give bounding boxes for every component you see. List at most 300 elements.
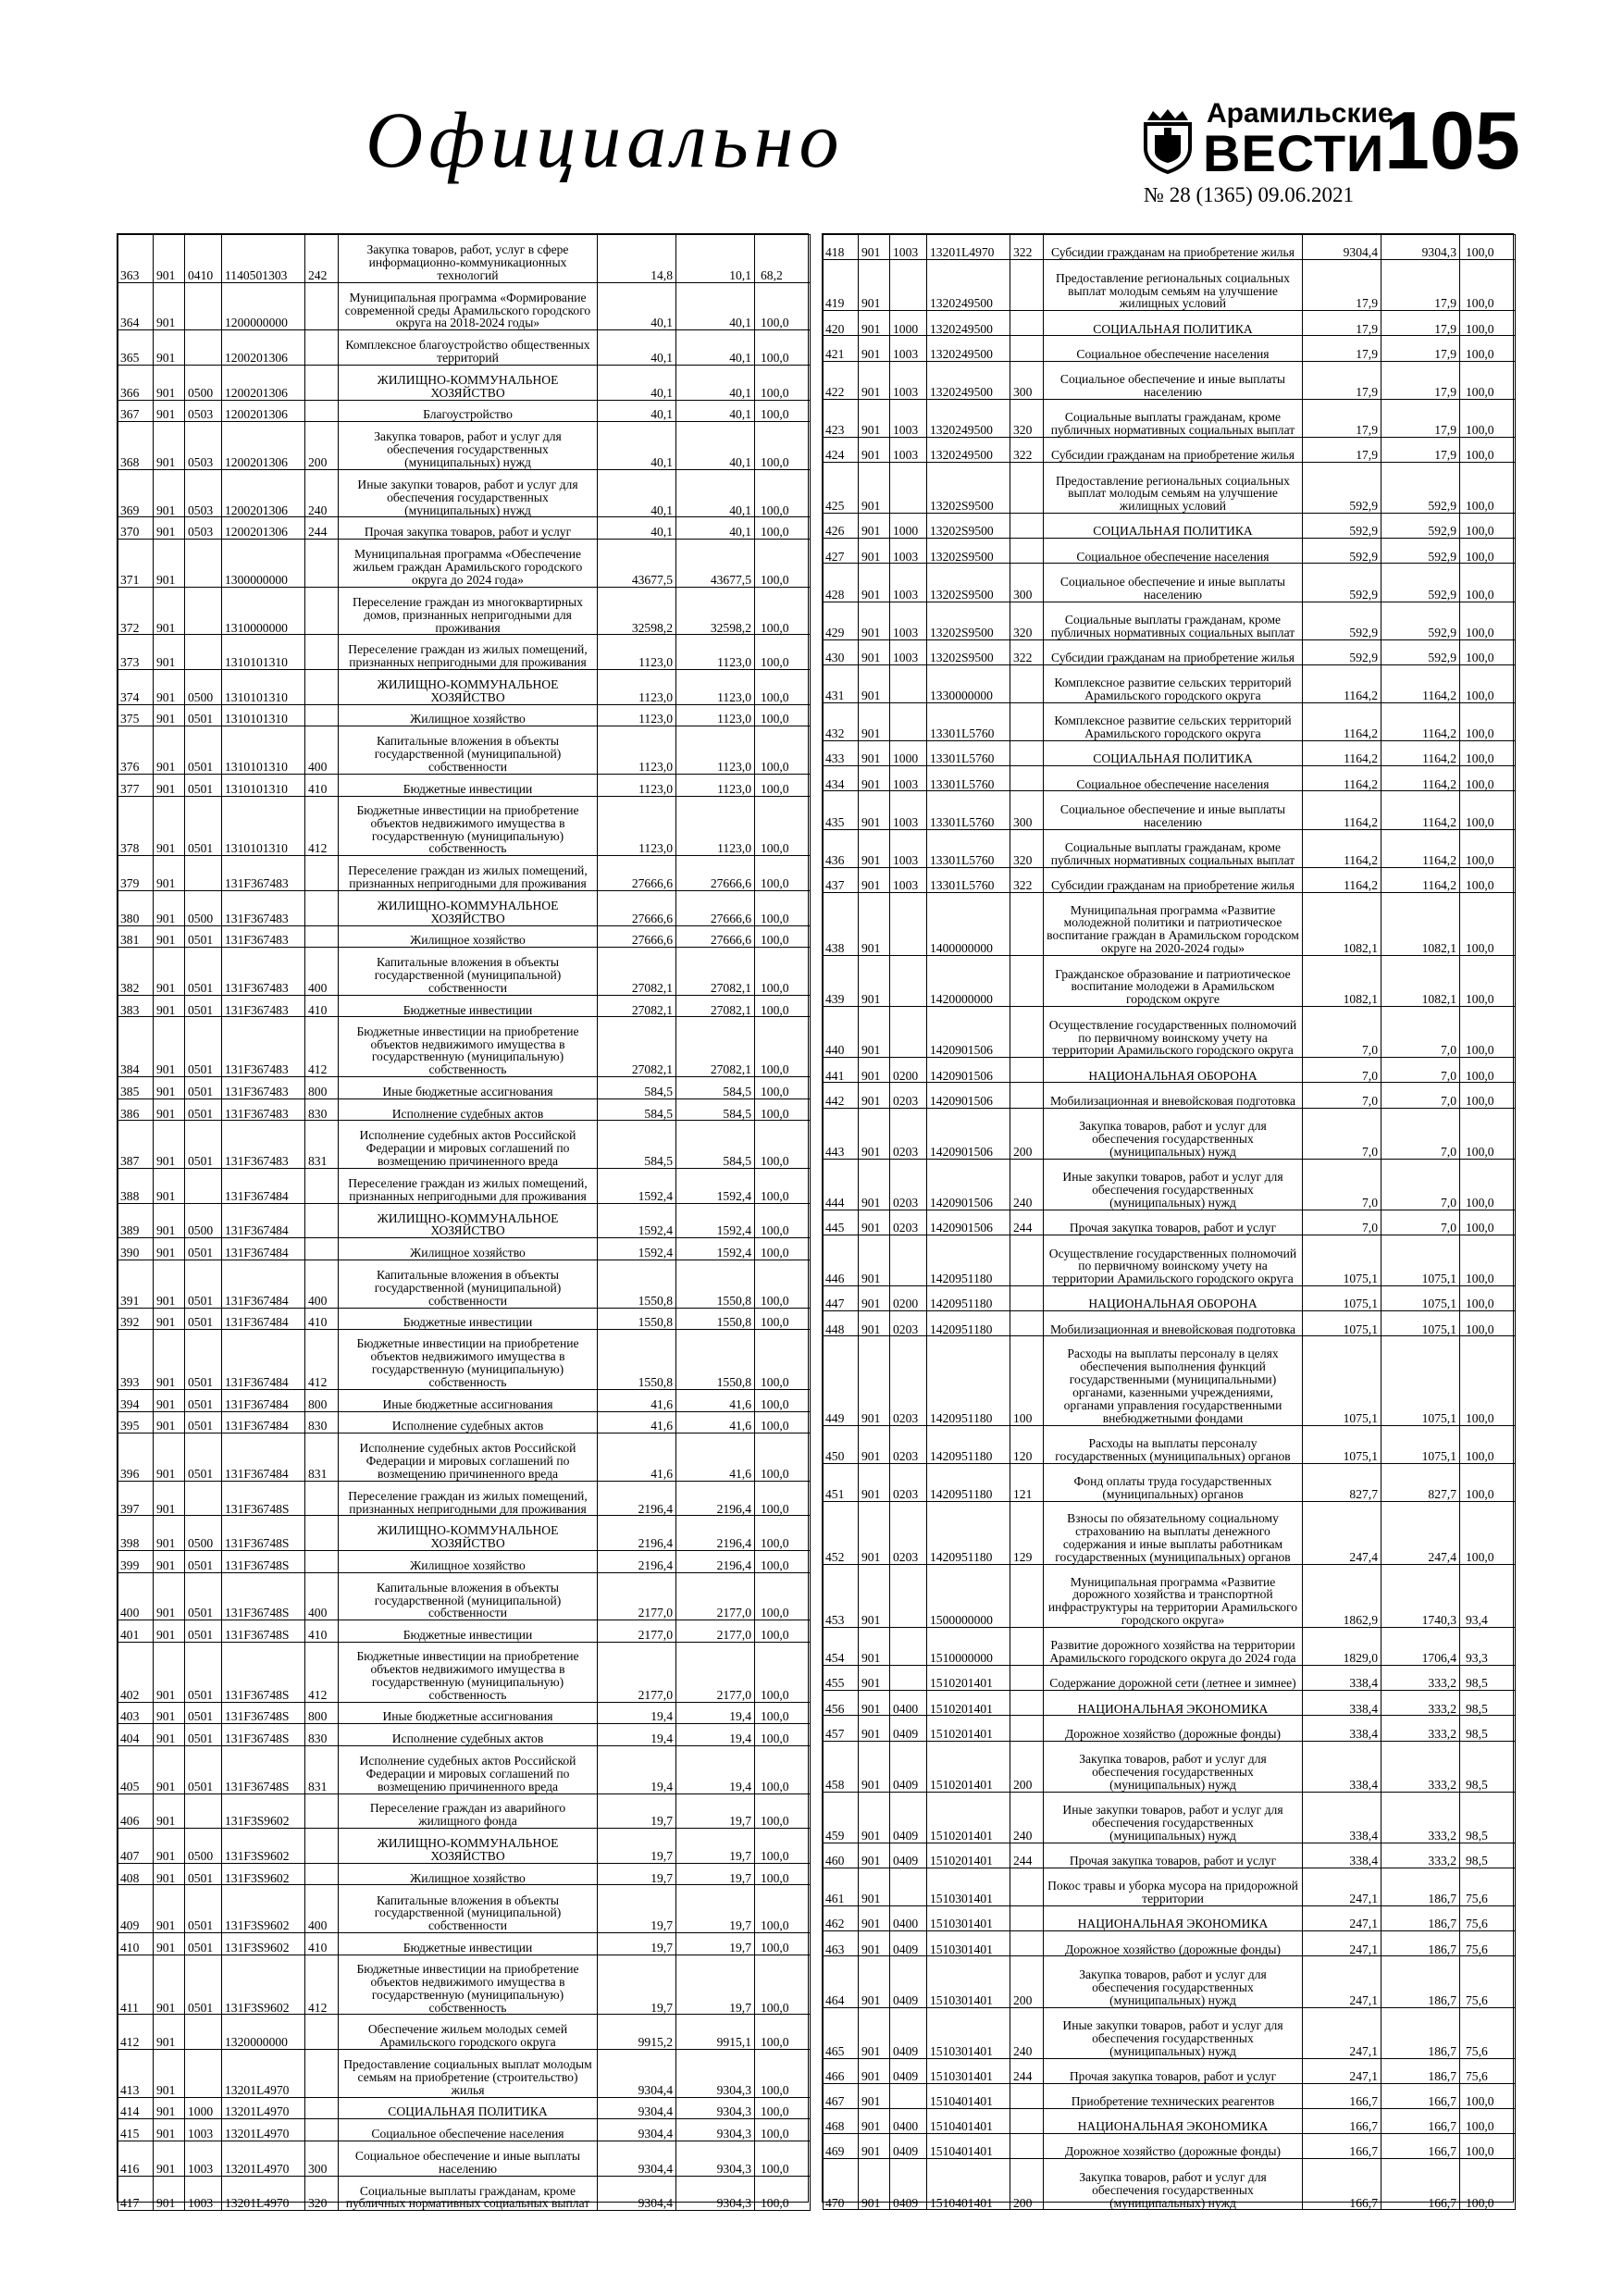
item-name: Жилищное хозяйство <box>339 1551 598 1573</box>
executed-amount: 1123,0 <box>676 796 755 856</box>
planned-amount: 1550,8 <box>598 1330 676 1390</box>
item-name: Исполнение судебных актов Российской Федерации и мировых соглашений по возмещению причиненного вреда <box>339 1121 598 1169</box>
execution-percent: 100,0 <box>755 1745 811 1793</box>
executed-amount: 584,5 <box>676 1121 755 1169</box>
planned-amount: 41,6 <box>598 1389 676 1411</box>
execution-percent: 100,0 <box>755 540 811 588</box>
planned-amount: 1164,2 <box>1303 702 1381 740</box>
row-number: 400 <box>118 1572 154 1620</box>
executed-amount: 7,0 <box>1381 1159 1460 1210</box>
execution-percent: 75,6 <box>1460 2058 1516 2083</box>
section-code: 0501 <box>185 774 222 796</box>
section-code <box>890 892 927 955</box>
row-number: 369 <box>118 469 154 517</box>
table-row <box>824 1007 1516 1058</box>
expense-type: 800 <box>305 1702 339 1724</box>
row-number: 396 <box>118 1433 154 1482</box>
target-code: 131F36748S <box>222 1642 305 1702</box>
expense-type: 200 <box>1010 2159 1044 2210</box>
table-row <box>824 2159 1516 2210</box>
item-name: Прочая закупка товаров, работ и услуг <box>1044 1843 1303 1868</box>
item-name: Бюджетные инвестиции <box>339 1308 598 1330</box>
target-code: 131F367484 <box>222 1411 305 1433</box>
section-code: 0501 <box>185 1308 222 1330</box>
expense-type: 240 <box>305 469 339 517</box>
admin-code: 901 <box>859 1564 890 1627</box>
row-number: 392 <box>118 1308 154 1330</box>
table-row <box>118 925 811 948</box>
execution-percent: 98,5 <box>1460 1741 1516 1792</box>
item-name: Расходы на выплаты персоналу государственных (муниципальных) органов <box>1044 1425 1303 1463</box>
table-row <box>118 1411 811 1433</box>
executed-amount: 1075,1 <box>1381 1336 1460 1425</box>
planned-amount: 1164,2 <box>1303 867 1381 892</box>
executed-amount: 1123,0 <box>676 726 755 775</box>
section-code: 1003 <box>890 437 927 462</box>
page-header <box>0 0 1623 231</box>
planned-amount: 40,1 <box>598 400 676 422</box>
admin-code: 901 <box>859 1868 890 1906</box>
item-name: Субсидии гражданам на приобретение жилья <box>1044 235 1303 260</box>
row-number: 405 <box>118 1745 154 1793</box>
row-number: 367 <box>118 400 154 422</box>
admin-code: 901 <box>154 1745 185 1793</box>
item-name: Социальное обеспечение населения <box>1044 539 1303 564</box>
executed-amount: 27082,1 <box>676 1017 755 1077</box>
section-code <box>185 330 222 366</box>
row-number: 422 <box>824 361 859 399</box>
row-number: 454 <box>824 1628 859 1666</box>
execution-percent: 100,0 <box>755 1121 811 1169</box>
execution-percent: 100,0 <box>755 1863 811 1885</box>
execution-percent: 98,5 <box>1460 1691 1516 1716</box>
expense-type <box>305 2097 339 2119</box>
section-code: 0203 <box>890 1108 927 1159</box>
executed-amount: 40,1 <box>676 330 755 366</box>
executed-amount: 9304,3 <box>676 2097 755 2119</box>
expense-type <box>305 2050 339 2098</box>
section-code: 1003 <box>890 602 927 639</box>
executed-amount: 19,7 <box>676 1955 755 2015</box>
section-code: 0501 <box>185 1620 222 1643</box>
item-name: Социальное обеспечение населения <box>1044 766 1303 791</box>
admin-code: 901 <box>859 1716 890 1741</box>
row-number: 363 <box>118 235 154 283</box>
row-number: 450 <box>824 1425 859 1463</box>
planned-amount: 19,4 <box>598 1745 676 1793</box>
admin-code: 901 <box>154 1793 185 1829</box>
expense-type <box>1010 892 1044 955</box>
table-row <box>824 1058 1516 1083</box>
planned-amount: 19,7 <box>598 1955 676 2015</box>
planned-amount: 7,0 <box>1303 1108 1381 1159</box>
table-row <box>118 796 811 856</box>
executed-amount: 7,0 <box>1381 1108 1460 1159</box>
execution-percent: 100,0 <box>1460 2159 1516 2210</box>
planned-amount: 17,9 <box>1303 260 1381 311</box>
left-column <box>117 233 809 2211</box>
section-code: 0409 <box>890 1931 927 1956</box>
target-code: 1140501303 <box>222 235 305 283</box>
admin-code: 901 <box>154 1724 185 1746</box>
section-code: 0501 <box>185 1572 222 1620</box>
table-row <box>824 462 1516 513</box>
target-code: 1330000000 <box>927 664 1010 702</box>
item-name: Иные бюджетные ассигнования <box>339 1702 598 1724</box>
target-code: 13202S9500 <box>927 514 1010 539</box>
table-row <box>824 766 1516 791</box>
row-number: 445 <box>824 1210 859 1235</box>
execution-percent: 100,0 <box>755 948 811 996</box>
executed-amount: 1123,0 <box>676 635 755 670</box>
target-code: 131F367484 <box>222 1433 305 1482</box>
execution-percent: 93,4 <box>1460 1564 1516 1627</box>
admin-code: 901 <box>859 514 890 539</box>
executed-amount: 19,7 <box>676 1793 755 1829</box>
execution-percent: 100,0 <box>1460 702 1516 740</box>
item-name: Жилищное хозяйство <box>339 1863 598 1885</box>
section-code <box>185 635 222 670</box>
execution-percent: 100,0 <box>755 422 811 470</box>
table-row <box>824 1956 1516 2007</box>
execution-percent: 100,0 <box>1460 766 1516 791</box>
table-row <box>118 774 811 796</box>
row-number: 393 <box>118 1330 154 1390</box>
item-name: СОЦИАЛЬНАЯ ПОЛИТИКА <box>1044 741 1303 766</box>
table-row <box>824 1108 1516 1159</box>
planned-amount: 7,0 <box>1303 1210 1381 1235</box>
section-code: 0501 <box>185 1260 222 1308</box>
target-code: 131F367484 <box>222 1308 305 1330</box>
execution-percent: 100,0 <box>1460 1210 1516 1235</box>
admin-code: 901 <box>154 1077 185 1099</box>
item-name: Бюджетные инвестиции <box>339 774 598 796</box>
target-code: 1510201401 <box>927 1716 1010 1741</box>
expense-type: 400 <box>305 726 339 775</box>
section-code: 0501 <box>185 1389 222 1411</box>
admin-code: 901 <box>154 1829 185 1864</box>
table-row <box>824 791 1516 829</box>
section-code: 1003 <box>185 2141 222 2176</box>
target-code: 131F36748S <box>222 1516 305 1551</box>
table-row <box>824 664 1516 702</box>
target-code: 1420951180 <box>927 1425 1010 1463</box>
row-number: 465 <box>824 2007 859 2058</box>
expense-type <box>305 365 339 400</box>
table-row <box>824 311 1516 336</box>
planned-amount: 2196,4 <box>598 1516 676 1551</box>
item-name: Муниципальная программа «Формирование современной среды Арамильского городского округа на 2018-2024 годы» <box>339 282 598 330</box>
item-name: Мобилизационная и вневойсковая подготовка <box>1044 1083 1303 1108</box>
executed-amount: 43677,5 <box>676 540 755 588</box>
table-row <box>824 1691 1516 1716</box>
expense-type: 244 <box>1010 1843 1044 1868</box>
execution-percent: 100,0 <box>1460 1286 1516 1311</box>
page-number: 105 <box>1384 94 1520 186</box>
executed-amount: 19,4 <box>676 1724 755 1746</box>
row-number: 432 <box>824 702 859 740</box>
section-code: 0200 <box>890 1286 927 1311</box>
execution-percent: 100,0 <box>755 2176 811 2211</box>
planned-amount: 1082,1 <box>1303 892 1381 955</box>
admin-code: 901 <box>154 2097 185 2119</box>
section-code: 0501 <box>185 925 222 948</box>
target-code: 1320249500 <box>927 260 1010 311</box>
target-code: 1320249500 <box>927 361 1010 399</box>
executed-amount: 592,9 <box>1381 539 1460 564</box>
target-code: 1510301401 <box>927 2058 1010 2083</box>
executed-amount: 19,4 <box>676 1702 755 1724</box>
target-code: 131F36748S <box>222 1620 305 1643</box>
executed-amount: 2177,0 <box>676 1620 755 1643</box>
target-code: 1510401401 <box>927 2134 1010 2159</box>
item-name: Жилищное хозяйство <box>339 704 598 726</box>
right-column <box>822 233 1514 2210</box>
section-code <box>890 702 927 740</box>
admin-code: 901 <box>859 1956 890 2007</box>
table-row <box>824 437 1516 462</box>
planned-amount: 14,8 <box>598 235 676 283</box>
admin-code: 901 <box>154 1702 185 1724</box>
admin-code: 901 <box>154 422 185 470</box>
executed-amount: 333,2 <box>1381 1792 1460 1843</box>
execution-percent: 100,0 <box>755 1238 811 1260</box>
executed-amount: 1592,4 <box>676 1169 755 1204</box>
section-code <box>890 955 927 1006</box>
execution-percent: 100,0 <box>755 1551 811 1573</box>
expense-type: 300 <box>1010 361 1044 399</box>
table-row <box>118 1793 811 1829</box>
admin-code: 901 <box>859 1083 890 1108</box>
row-number: 470 <box>824 2159 859 2210</box>
planned-amount: 338,4 <box>1303 1666 1381 1691</box>
planned-amount: 1075,1 <box>1303 1336 1381 1425</box>
admin-code: 901 <box>154 1572 185 1620</box>
expense-type: 410 <box>305 995 339 1017</box>
table-row <box>824 2109 1516 2134</box>
execution-percent: 100,0 <box>755 1829 811 1864</box>
target-code: 1320249500 <box>927 336 1010 361</box>
section-code <box>890 1235 927 1285</box>
section-code: 1003 <box>890 867 927 892</box>
executed-amount: 40,1 <box>676 365 755 400</box>
executed-amount: 19,7 <box>676 1885 755 1933</box>
executed-amount: 186,7 <box>1381 2058 1460 2083</box>
target-code: 1420951180 <box>927 1501 1010 1564</box>
planned-amount: 2196,4 <box>598 1551 676 1573</box>
row-number: 428 <box>824 564 859 602</box>
expense-type: 831 <box>305 1121 339 1169</box>
executed-amount: 592,9 <box>1381 564 1460 602</box>
table-row <box>824 2134 1516 2159</box>
planned-amount: 7,0 <box>1303 1058 1381 1083</box>
execution-percent: 100,0 <box>755 1724 811 1746</box>
target-code: 1420901506 <box>927 1210 1010 1235</box>
section-code: 0501 <box>185 1121 222 1169</box>
target-code: 1510201401 <box>927 1843 1010 1868</box>
row-number: 385 <box>118 1077 154 1099</box>
admin-code: 901 <box>154 365 185 400</box>
admin-code: 901 <box>859 791 890 829</box>
execution-percent: 100,0 <box>755 1330 811 1390</box>
target-code: 131F367483 <box>222 1017 305 1077</box>
admin-code: 901 <box>859 602 890 639</box>
executed-amount: 186,7 <box>1381 2007 1460 2058</box>
execution-percent: 100,0 <box>1460 602 1516 639</box>
admin-code: 901 <box>154 890 185 925</box>
item-name: Капитальные вложения в объекты государственной (муниципальной) собственности <box>339 1885 598 1933</box>
table-row <box>824 1336 1516 1425</box>
expense-type <box>1010 1868 1044 1906</box>
item-name: Субсидии гражданам на приобретение жилья <box>1044 437 1303 462</box>
planned-amount: 1123,0 <box>598 704 676 726</box>
admin-code: 901 <box>859 829 890 867</box>
execution-percent: 100,0 <box>755 1620 811 1643</box>
table-row <box>824 2083 1516 2108</box>
executed-amount: 1075,1 <box>1381 1235 1460 1285</box>
item-name: СОЦИАЛЬНАЯ ПОЛИТИКА <box>1044 311 1303 336</box>
execution-percent: 100,0 <box>1460 1159 1516 1210</box>
target-code: 131F36748S <box>222 1724 305 1746</box>
row-number: 386 <box>118 1098 154 1121</box>
execution-percent: 100,0 <box>755 1933 811 1955</box>
target-code: 1510201401 <box>927 1691 1010 1716</box>
expense-type <box>1010 311 1044 336</box>
executed-amount: 27666,6 <box>676 890 755 925</box>
expense-type: 300 <box>1010 564 1044 602</box>
planned-amount: 338,4 <box>1303 1716 1381 1741</box>
expense-type: 300 <box>1010 791 1044 829</box>
table-row <box>824 361 1516 399</box>
expense-type: 412 <box>305 1017 339 1077</box>
row-number: 389 <box>118 1203 154 1238</box>
row-number: 380 <box>118 890 154 925</box>
section-code: 0501 <box>185 796 222 856</box>
admin-code: 901 <box>859 539 890 564</box>
target-code: 1510201401 <box>927 1792 1010 1843</box>
table-row <box>118 726 811 775</box>
item-name: Иные бюджетные ассигнования <box>339 1389 598 1411</box>
section-code: 0501 <box>185 1724 222 1746</box>
target-code: 131F367484 <box>222 1389 305 1411</box>
table-row <box>824 1210 1516 1235</box>
table-row <box>118 2015 811 2050</box>
target-code: 131F367483 <box>222 995 305 1017</box>
section-code: 0203 <box>890 1159 927 1210</box>
item-name: Фонд оплаты труда государственных (муниципальных) органов <box>1044 1463 1303 1501</box>
execution-percent: 75,6 <box>1460 1931 1516 1956</box>
target-code: 131F36748S <box>222 1551 305 1573</box>
admin-code: 901 <box>859 564 890 602</box>
section-code <box>185 2050 222 2098</box>
section-code: 0409 <box>890 2058 927 2083</box>
executed-amount: 1164,2 <box>1381 766 1460 791</box>
planned-amount: 1123,0 <box>598 635 676 670</box>
section-code: 0501 <box>185 1433 222 1482</box>
row-number: 410 <box>118 1933 154 1955</box>
table-row <box>824 1741 1516 1792</box>
section-code: 0400 <box>890 1906 927 1931</box>
section-code: 0501 <box>185 995 222 1017</box>
admin-code: 901 <box>154 1121 185 1169</box>
table-row <box>824 1843 1516 1868</box>
planned-amount: 247,1 <box>1303 2058 1381 2083</box>
table-row <box>118 1724 811 1746</box>
expense-type <box>1010 1083 1044 1108</box>
row-number: 451 <box>824 1463 859 1501</box>
executed-amount: 1082,1 <box>1381 892 1460 955</box>
row-number: 469 <box>824 2134 859 2159</box>
planned-amount: 40,1 <box>598 365 676 400</box>
section-code: 0409 <box>890 1792 927 1843</box>
table-row <box>118 1330 811 1390</box>
table-row <box>824 955 1516 1006</box>
admin-code: 901 <box>154 517 185 540</box>
table-row <box>118 995 811 1017</box>
target-code: 1420901506 <box>927 1159 1010 1210</box>
row-number: 446 <box>824 1235 859 1285</box>
section-code: 0409 <box>890 2159 927 2210</box>
table-row <box>118 1885 811 1933</box>
table-row <box>118 2176 811 2211</box>
planned-amount: 19,7 <box>598 1829 676 1864</box>
execution-percent: 100,0 <box>1460 829 1516 867</box>
execution-percent: 100,0 <box>1460 1501 1516 1564</box>
target-code: 131F367483 <box>222 890 305 925</box>
expense-type <box>305 330 339 366</box>
item-name: Бюджетные инвестиции на приобретение объектов недвижимого имущества в государственную (муниципальную) собственность <box>339 1017 598 1077</box>
execution-percent: 100,0 <box>1460 462 1516 513</box>
execution-percent: 100,0 <box>1460 1463 1516 1501</box>
item-name: Социальные выплаты гражданам, кроме публичных нормативных социальных выплат <box>339 2176 598 2211</box>
item-name: Исполнение судебных актов <box>339 1411 598 1433</box>
table-row <box>118 330 811 366</box>
planned-amount: 7,0 <box>1303 1007 1381 1058</box>
row-number: 436 <box>824 829 859 867</box>
issue-line: № 28 (1365) 09.06.2021 <box>1144 183 1355 206</box>
planned-amount: 19,4 <box>598 1724 676 1746</box>
row-number: 366 <box>118 365 154 400</box>
planned-amount: 166,7 <box>1303 2159 1381 2210</box>
item-name: Прочая закупка товаров, работ и услуг <box>1044 2058 1303 2083</box>
admin-code: 901 <box>154 995 185 1017</box>
admin-code: 901 <box>859 311 890 336</box>
planned-amount: 17,9 <box>1303 437 1381 462</box>
table-row <box>118 1203 811 1238</box>
executed-amount: 1592,4 <box>676 1203 755 1238</box>
target-code: 131F367484 <box>222 1203 305 1238</box>
table-row <box>824 1286 1516 1311</box>
table-row <box>824 1564 1516 1627</box>
planned-amount: 592,9 <box>1303 462 1381 513</box>
admin-code: 901 <box>154 1389 185 1411</box>
executed-amount: 1123,0 <box>676 670 755 705</box>
row-number: 463 <box>824 1931 859 1956</box>
planned-amount: 40,1 <box>598 422 676 470</box>
item-name: Приобретение технических реагентов <box>1044 2083 1303 2108</box>
planned-amount: 32598,2 <box>598 587 676 635</box>
expense-type <box>1010 2109 1044 2134</box>
row-number: 384 <box>118 1017 154 1077</box>
section-code: 0410 <box>185 235 222 283</box>
item-name: Предоставление социальных выплат молодым семьям на приобретение (строительство) жилья <box>339 2050 598 2098</box>
table-row <box>824 1235 1516 1285</box>
section-code: 0409 <box>890 1716 927 1741</box>
table-row <box>118 1745 811 1793</box>
row-number: 395 <box>118 1411 154 1433</box>
admin-code: 901 <box>154 1308 185 1330</box>
executed-amount: 166,7 <box>1381 2083 1460 2108</box>
